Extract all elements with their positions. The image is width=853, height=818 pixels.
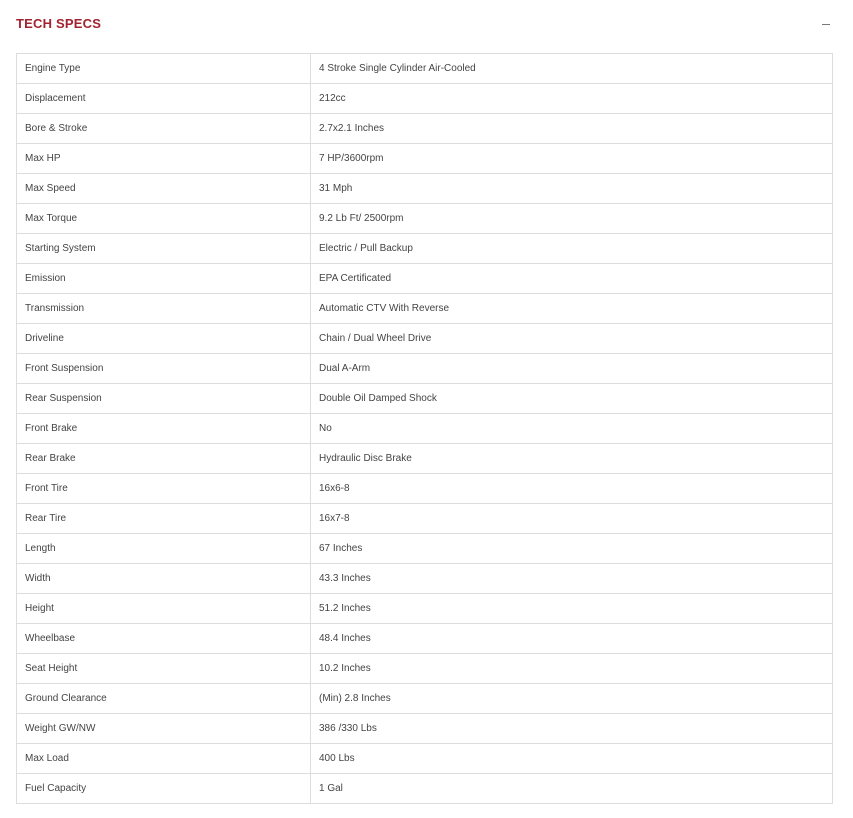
spec-value: Electric / Pull Backup (311, 234, 833, 264)
spec-value: Automatic CTV With Reverse (311, 294, 833, 324)
specs-table (16, 53, 833, 804)
spec-label: Max Load (17, 744, 311, 774)
spec-label: Transmission (17, 294, 311, 324)
spec-value: 386 /330 Lbs (311, 714, 833, 744)
table-row (17, 174, 833, 204)
spec-label: Rear Brake (17, 444, 311, 474)
spec-value: 1 Gal (311, 774, 833, 804)
spec-label: Front Suspension (17, 354, 311, 384)
table-row (17, 114, 833, 144)
spec-value: 51.2 Inches (311, 594, 833, 624)
table-row (17, 684, 833, 714)
spec-value: 212cc (311, 84, 833, 114)
table-row (17, 144, 833, 174)
spec-value: 16x7-8 (311, 504, 833, 534)
spec-value: EPA Certificated (311, 264, 833, 294)
table-row (17, 624, 833, 654)
spec-label: Max Speed (17, 174, 311, 204)
minus-icon[interactable] (818, 14, 834, 34)
table-row (17, 84, 833, 114)
spec-value: 16x6-8 (311, 474, 833, 504)
spec-value: (Min) 2.8 Inches (311, 684, 833, 714)
spec-label: Displacement (17, 84, 311, 114)
spec-label: Starting System (17, 234, 311, 264)
spec-value: Double Oil Damped Shock (311, 384, 833, 414)
spec-label: Wheelbase (17, 624, 311, 654)
table-row (17, 594, 833, 624)
table-row (17, 414, 833, 444)
table-row (17, 234, 833, 264)
specs-table-body (17, 54, 833, 804)
spec-label: Length (17, 534, 311, 564)
spec-value: 43.3 Inches (311, 564, 833, 594)
spec-label: Rear Tire (17, 504, 311, 534)
section-title: TECH SPECS (16, 16, 102, 31)
spec-label: Rear Suspension (17, 384, 311, 414)
minus-bar (822, 24, 830, 25)
spec-label: Front Brake (17, 414, 311, 444)
table-row (17, 204, 833, 234)
spec-value: No (311, 414, 833, 444)
table-row (17, 294, 833, 324)
spec-label: Fuel Capacity (17, 774, 311, 804)
spec-label: Emission (17, 264, 311, 294)
table-row (17, 264, 833, 294)
spec-value: 9.2 Lb Ft/ 2500rpm (311, 204, 833, 234)
table-row (17, 324, 833, 354)
spec-label: Engine Type (17, 54, 311, 84)
spec-value: 67 Inches (311, 534, 833, 564)
spec-label: Front Tire (17, 474, 311, 504)
spec-label: Driveline (17, 324, 311, 354)
spec-value: 31 Mph (311, 174, 833, 204)
spec-value: Chain / Dual Wheel Drive (311, 324, 833, 354)
table-row (17, 444, 833, 474)
spec-label: Weight GW/NW (17, 714, 311, 744)
spec-label: Ground Clearance (17, 684, 311, 714)
spec-value: 4 Stroke Single Cylinder Air-Cooled (311, 54, 833, 84)
table-row (17, 774, 833, 804)
spec-value: 7 HP/3600rpm (311, 144, 833, 174)
table-row (17, 354, 833, 384)
spec-label: Bore & Stroke (17, 114, 311, 144)
table-row (17, 714, 833, 744)
spec-label: Max Torque (17, 204, 311, 234)
table-row (17, 384, 833, 414)
spec-value: 10.2 Inches (311, 654, 833, 684)
table-row (17, 564, 833, 594)
spec-value: 2.7x2.1 Inches (311, 114, 833, 144)
spec-value: Dual A-Arm (311, 354, 833, 384)
table-row (17, 474, 833, 504)
table-row (17, 504, 833, 534)
tech-specs-header[interactable] (0, 0, 853, 50)
spec-label: Height (17, 594, 311, 624)
spec-label: Seat Height (17, 654, 311, 684)
spec-value: Hydraulic Disc Brake (311, 444, 833, 474)
table-row (17, 54, 833, 84)
spec-label: Width (17, 564, 311, 594)
spec-value: 400 Lbs (311, 744, 833, 774)
spec-value: 48.4 Inches (311, 624, 833, 654)
table-row (17, 534, 833, 564)
table-row (17, 654, 833, 684)
table-row (17, 744, 833, 774)
spec-label: Max HP (17, 144, 311, 174)
